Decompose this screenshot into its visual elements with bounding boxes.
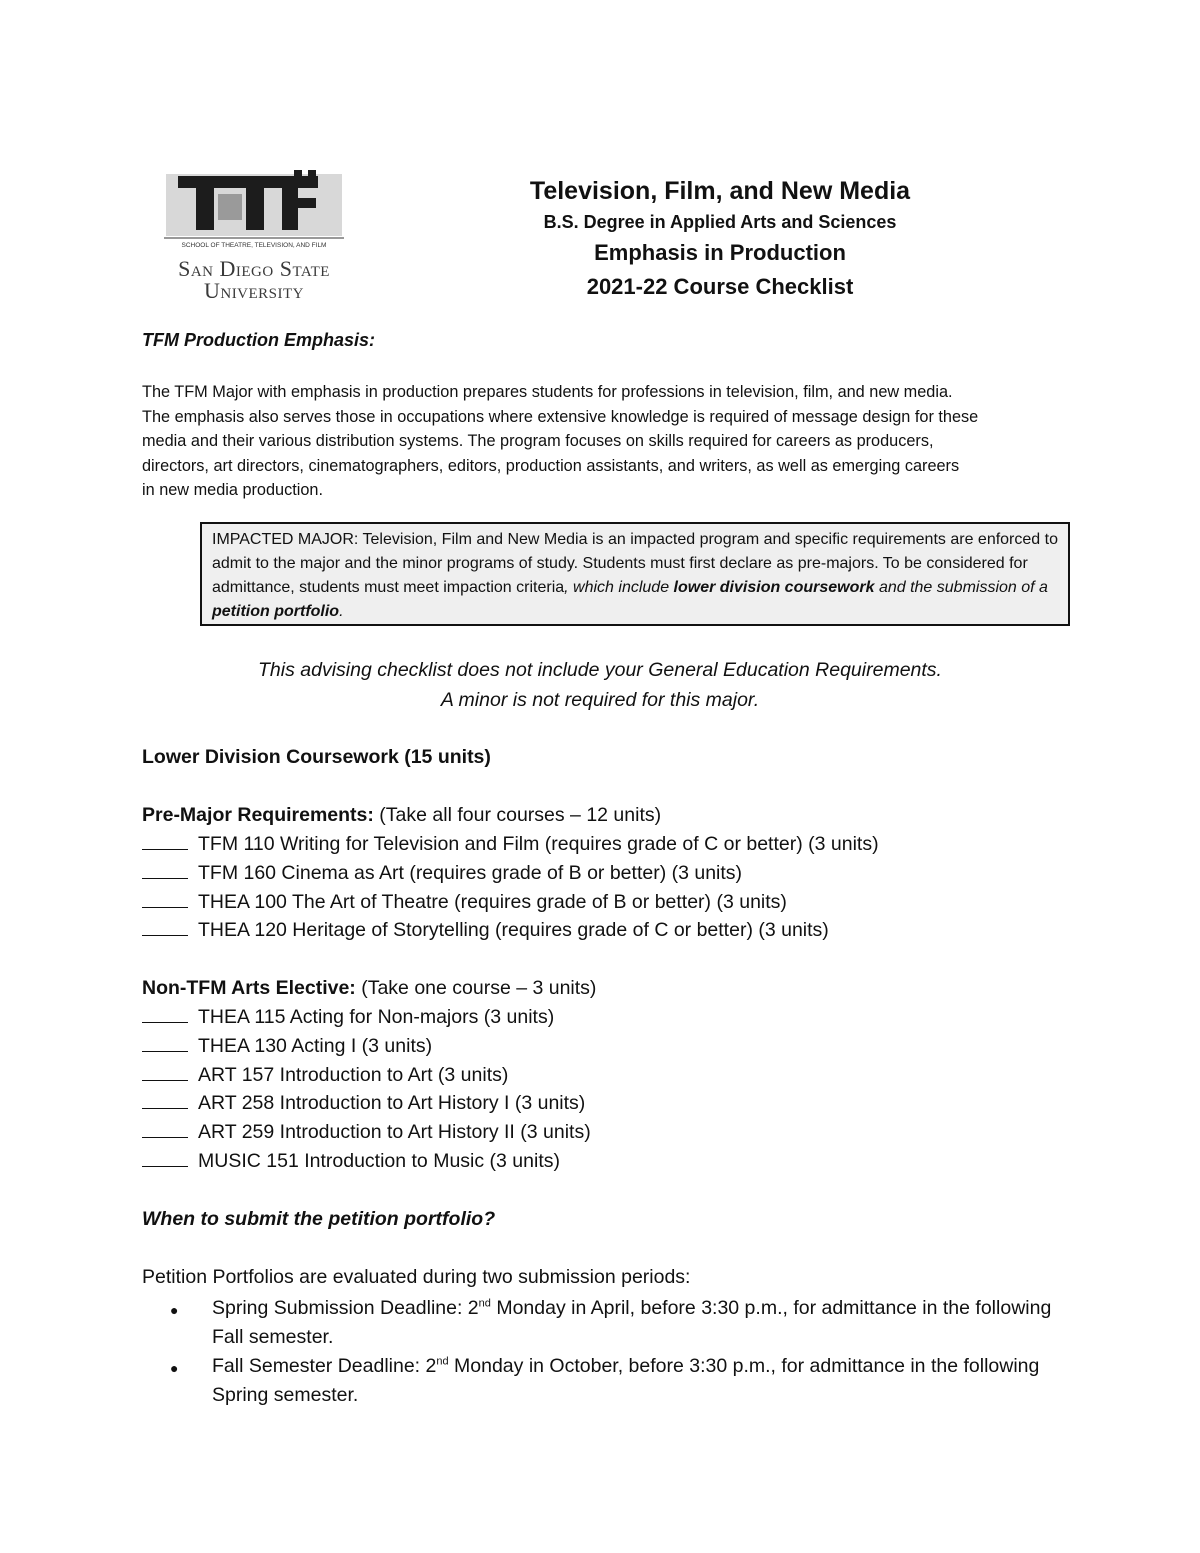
intro-line: The TFM Major with emphasis in production prepares students for professions in television, film, and new media. xyxy=(142,383,953,401)
course-text: TFM 110 Writing for Television and Film (requires grade of C or better) (3 units) xyxy=(198,833,879,855)
checklist-subtitle: 2021-22 Course Checklist xyxy=(586,274,854,299)
course-text: THEA 100 The Art of Theatre (requires grade of B or better) (3 units) xyxy=(198,890,787,913)
intro-line: directors, art directors, cinematographers, editors, production assistants, and writers, as well as emerging careers xyxy=(142,456,960,475)
lower-division-heading: Lower Division Coursework (15 units) xyxy=(142,746,491,768)
impacted-italic-text-2: and the submission of a xyxy=(874,579,1048,596)
checkbox-blank[interactable] xyxy=(142,1062,188,1081)
impacted-label: IMPACTED MAJOR: xyxy=(212,531,359,548)
deadline-list xyxy=(170,1294,1070,1410)
document-header xyxy=(420,174,1020,304)
deadline-item xyxy=(170,1352,1070,1410)
course-checklist-item xyxy=(142,916,879,945)
course-text: TFM 160 Cinema as Art (requires grade of B or better) (3 units) xyxy=(198,861,743,884)
course-text: MUSIC 151 Introduction to Music (3 units) xyxy=(198,1149,560,1172)
intro-paragraph xyxy=(142,380,1082,503)
intro-line: The emphasis also serves those in occupations where extensive knowledge is required of message design for these xyxy=(142,407,979,426)
impacted-period: . xyxy=(339,603,344,620)
course-text: ART 258 Introduction to Art History I (3 units) xyxy=(198,1092,586,1115)
course-checklist-item xyxy=(142,1147,591,1176)
arts-elective-label: Non-TFM Arts Elective: xyxy=(142,977,356,999)
checkbox-blank[interactable] xyxy=(142,1148,188,1167)
arts-elective-heading xyxy=(142,977,596,1000)
logo-university-line2: University xyxy=(203,278,305,303)
course-checklist-item xyxy=(142,859,879,888)
logo-university-line1: San Diego State xyxy=(178,256,330,281)
course-text: ART 259 Introduction to Art History II (3 units) xyxy=(198,1121,591,1144)
petition-question: When to submit the petition portfolio? xyxy=(142,1208,496,1230)
course-checklist-item xyxy=(142,1089,591,1118)
bullet-icon: ● xyxy=(170,1302,179,1318)
checkbox-blank[interactable] xyxy=(142,860,188,879)
course-text: ART 157 Introduction to Art (3 units) xyxy=(198,1063,509,1086)
checkbox-blank[interactable] xyxy=(142,1119,188,1138)
pre-major-label: Pre-Major Requirements: xyxy=(142,804,374,826)
checkbox-blank[interactable] xyxy=(142,1004,188,1023)
course-checklist-item xyxy=(142,1032,591,1061)
pre-major-course-list xyxy=(142,830,879,945)
impacted-major-notice xyxy=(200,522,1070,626)
course-checklist-item xyxy=(142,1061,591,1090)
intro-line: in new media production. xyxy=(142,481,324,499)
impacted-bold-lower-division: lower division coursework xyxy=(673,579,875,596)
deadline-item xyxy=(170,1294,1070,1352)
checkbox-blank[interactable] xyxy=(142,1090,188,1109)
sdsu-ttf-logo xyxy=(158,168,350,304)
deadline-text: Fall Semester Deadline: 2nd Monday in October, before 3:30 p.m., for admittance in the following Spring semester. xyxy=(212,1355,1040,1406)
impacted-italic-text: , which include xyxy=(564,579,674,596)
pre-major-heading xyxy=(142,804,661,827)
degree-subtitle: B.S. Degree in Applied Arts and Sciences xyxy=(543,212,897,232)
checkbox-blank[interactable] xyxy=(142,889,188,908)
impacted-text: Television, Film and New Media is an impacted program and specific requirements are enforced to admit to the major and the minor programs of study. Students must first declare as pre-majors. To be considered for admittance, students must meet impaction criteria xyxy=(212,531,1058,596)
advising-line-1: This advising checklist does not include your General Education Requirements. xyxy=(258,659,942,681)
arts-elective-note: (Take one course – 3 units) xyxy=(355,977,597,999)
arts-elective-course-list xyxy=(142,1003,591,1176)
intro-line: media and their various distribution systems. The program focuses on skills required for careers as producers, xyxy=(142,432,934,450)
ttf-logo-mark-icon xyxy=(158,168,350,254)
course-checklist-item xyxy=(142,888,879,917)
emphasis-subtitle: Emphasis in Production xyxy=(594,240,846,265)
course-text: THEA 115 Acting for Non-majors (3 units) xyxy=(198,1006,555,1028)
logo-school-line: SCHOOL OF THEATRE, TELEVISION, AND FILM xyxy=(181,242,327,249)
petition-intro: Petition Portfolios are evaluated during two submission periods: xyxy=(142,1266,691,1288)
course-text: THEA 120 Heritage of Storytelling (requires grade of C or better) (3 units) xyxy=(198,919,829,942)
page-title: Television, Film, and New Media xyxy=(529,177,911,205)
deadline-text: Spring Submission Deadline: 2nd Monday in April, before 3:30 p.m., for admittance in the following Fall semester. xyxy=(212,1297,1052,1348)
advising-note xyxy=(142,655,1058,715)
pre-major-note: (Take all four courses – 12 units) xyxy=(373,804,662,826)
checkbox-blank[interactable] xyxy=(142,1033,188,1052)
course-checklist-item xyxy=(142,830,879,859)
course-checklist-item xyxy=(142,1118,591,1147)
checkbox-blank[interactable] xyxy=(142,917,188,936)
bullet-icon: ● xyxy=(170,1360,179,1376)
checkbox-blank[interactable] xyxy=(142,831,188,850)
intro-heading: TFM Production Emphasis: xyxy=(142,330,376,350)
course-checklist-item xyxy=(142,1003,591,1032)
advising-line-2: A minor is not required for this major. xyxy=(440,689,760,711)
course-text: THEA 130 Acting I (3 units) xyxy=(198,1034,433,1057)
impacted-bold-petition: petition portfolio xyxy=(212,603,340,620)
